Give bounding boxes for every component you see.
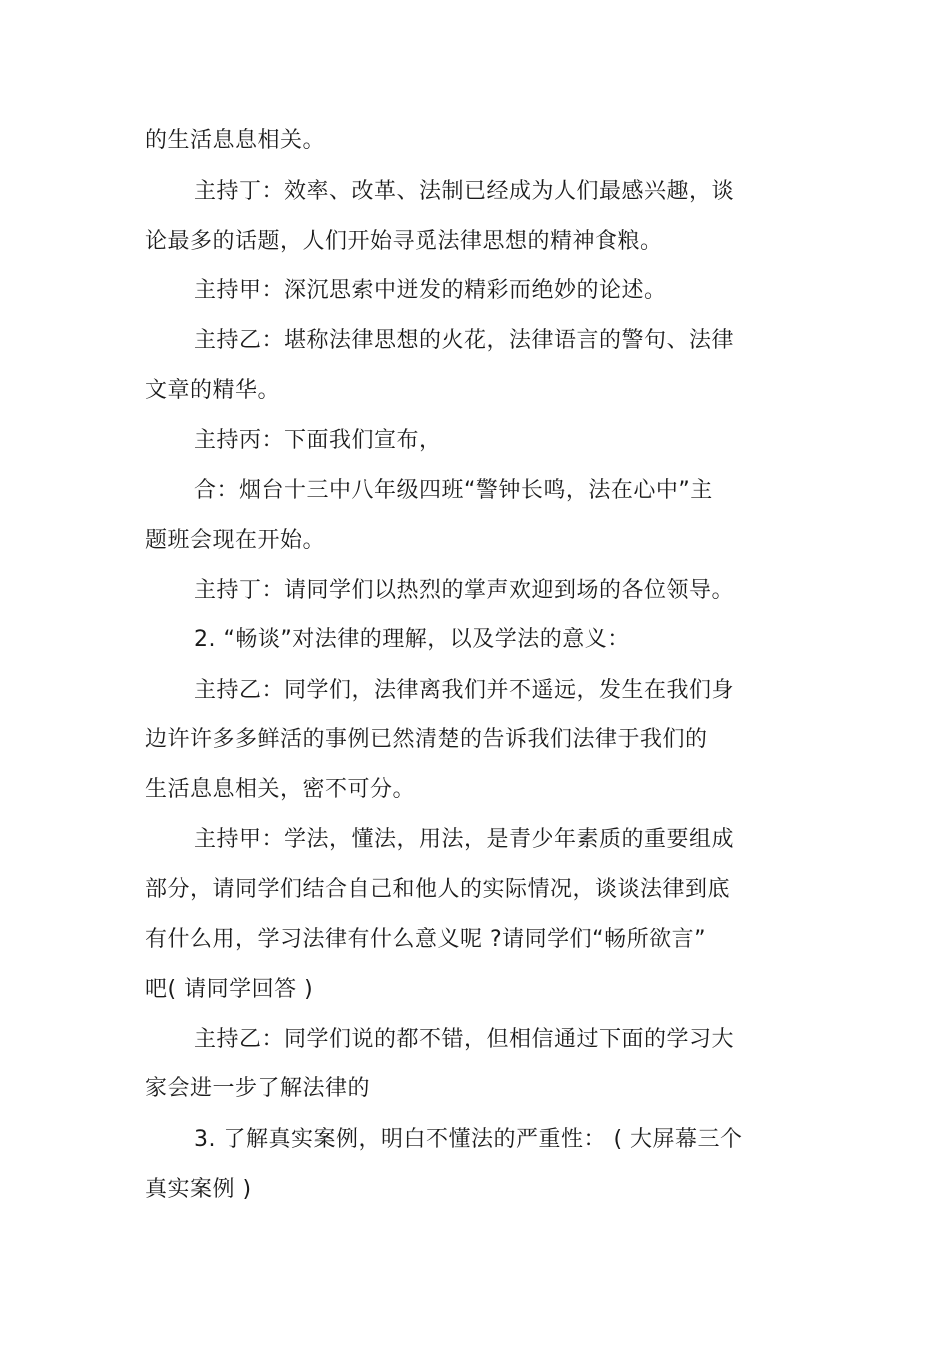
text-line: 吧( 请同学回答 ) xyxy=(145,977,314,1002)
text-line: 主持甲：学法，懂法，用法，是青少年素质的重要组成 xyxy=(194,827,735,852)
text-line: 主持乙：堪称法律思想的火花，法律语言的警句、法律 xyxy=(194,328,735,353)
text-line: 主持丁：效率、改革、法制已经成为人们最感兴趣，谈 xyxy=(194,179,735,204)
text-line: 真实案例 ) xyxy=(145,1177,252,1202)
text-line: 边许许多多鲜活的事例已然清楚的告诉我们法律于我们的 xyxy=(145,727,708,752)
text-line: 主持甲：深沉思索中迸发的精彩而绝妙的论述。 xyxy=(194,278,667,303)
text-line: 主持乙：同学们，法律离我们并不遥远，发生在我们身 xyxy=(194,678,735,703)
text-line: 2. “畅谈”对法律的理解，以及学法的意义： xyxy=(194,627,630,652)
text-line: 部分，请同学们结合自己和他人的实际情况，谈谈法律到底 xyxy=(145,877,731,902)
text-line: 主持乙：同学们说的都不错，但相信通过下面的学习大 xyxy=(194,1027,735,1052)
text-line: 文章的精华。 xyxy=(145,378,281,403)
text-line: 论最多的话题，人们开始寻觅法律思想的精神食粮。 xyxy=(145,229,663,254)
text-line: 题班会现在开始。 xyxy=(145,528,326,553)
text-line: 主持丁：请同学们以热烈的掌声欢迎到场的各位领导。 xyxy=(194,578,735,603)
text-line: 生活息息相关，密不可分。 xyxy=(145,777,416,802)
text-line: 主持丙：下面我们宣布， xyxy=(194,428,442,453)
text-line: 的生活息息相关。 xyxy=(145,128,326,153)
text-line: 家会进一步了解法律的 xyxy=(145,1076,371,1101)
text-line: 有什么用，学习法律有什么意义呢 ?请同学们“畅所欲言” xyxy=(145,927,706,952)
text-line: 3. 了解真实案例，明白不懂法的严重性： ( 大屏幕三个 xyxy=(194,1127,743,1152)
text-line: 合：烟台十三中八年级四班“警钟长鸣，法在心中”主 xyxy=(194,478,713,503)
